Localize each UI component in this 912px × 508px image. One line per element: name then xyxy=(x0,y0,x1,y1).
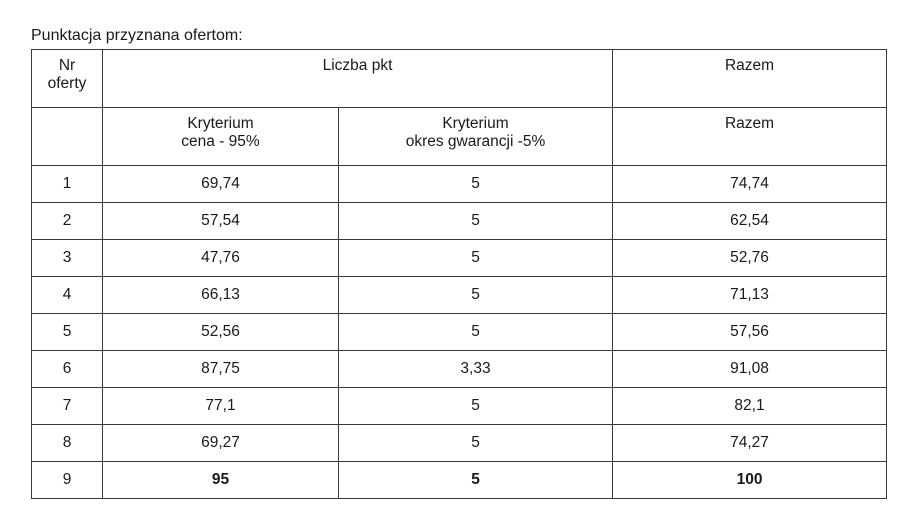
header-offer-number xyxy=(32,50,103,108)
cell-offer-number: 5 xyxy=(32,314,103,351)
cell-offer-number: 4 xyxy=(32,277,103,314)
cell-total-points: 91,08 xyxy=(613,351,887,388)
cell-price-points: 66,13 xyxy=(103,277,339,314)
header-criterion-warranty xyxy=(339,108,613,166)
cell-offer-number: 7 xyxy=(32,388,103,425)
table-row xyxy=(32,240,887,277)
cell-warranty-points: 5 xyxy=(339,462,613,499)
header-criterion-warranty-line2: okres gwarancji -5% xyxy=(405,133,546,150)
header-row-1 xyxy=(32,50,887,108)
header-row-2 xyxy=(32,108,887,166)
header-criterion-price-line2: cena - 95% xyxy=(181,133,260,150)
cell-price-points: 95 xyxy=(103,462,339,499)
header-points: Liczba pkt xyxy=(103,50,613,108)
cell-total-points: 71,13 xyxy=(613,277,887,314)
header-total: Razem xyxy=(613,50,887,108)
table-row xyxy=(32,462,887,499)
table-caption: Punktacja przyznana ofertom: xyxy=(31,27,243,44)
header-criterion-price xyxy=(103,108,339,166)
cell-price-points: 57,54 xyxy=(103,203,339,240)
header-total-2: Razem xyxy=(613,108,887,166)
cell-price-points: 87,75 xyxy=(103,351,339,388)
cell-warranty-points: 5 xyxy=(339,277,613,314)
cell-offer-number: 6 xyxy=(32,351,103,388)
cell-total-points: 82,1 xyxy=(613,388,887,425)
header-offer-number-line1: Nr xyxy=(58,57,76,74)
table-row xyxy=(32,351,887,388)
scores-table xyxy=(31,49,887,499)
cell-warranty-points: 5 xyxy=(339,166,613,203)
table-row xyxy=(32,166,887,203)
cell-offer-number: 8 xyxy=(32,425,103,462)
cell-total-points: 62,54 xyxy=(613,203,887,240)
cell-offer-number: 1 xyxy=(32,166,103,203)
cell-total-points: 74,27 xyxy=(613,425,887,462)
table-row xyxy=(32,203,887,240)
cell-warranty-points: 3,33 xyxy=(339,351,613,388)
table-row xyxy=(32,388,887,425)
cell-total-points: 100 xyxy=(613,462,887,499)
cell-price-points: 47,76 xyxy=(103,240,339,277)
cell-warranty-points: 5 xyxy=(339,240,613,277)
cell-offer-number: 9 xyxy=(32,462,103,499)
cell-price-points: 77,1 xyxy=(103,388,339,425)
cell-price-points: 69,27 xyxy=(103,425,339,462)
header-offer-number-line2: oferty xyxy=(47,75,87,92)
cell-warranty-points: 5 xyxy=(339,388,613,425)
cell-warranty-points: 5 xyxy=(339,203,613,240)
cell-total-points: 52,76 xyxy=(613,240,887,277)
cell-warranty-points: 5 xyxy=(339,425,613,462)
header-criterion-price-line1: Kryterium xyxy=(187,115,254,132)
cell-offer-number: 3 xyxy=(32,240,103,277)
table-row xyxy=(32,425,887,462)
header-empty-cell xyxy=(32,108,103,166)
cell-total-points: 57,56 xyxy=(613,314,887,351)
cell-price-points: 69,74 xyxy=(103,166,339,203)
cell-warranty-points: 5 xyxy=(339,314,613,351)
header-criterion-warranty-line1: Kryterium xyxy=(442,115,509,132)
cell-price-points: 52,56 xyxy=(103,314,339,351)
cell-total-points: 74,74 xyxy=(613,166,887,203)
table-row xyxy=(32,314,887,351)
cell-offer-number: 2 xyxy=(32,203,103,240)
table-row xyxy=(32,277,887,314)
